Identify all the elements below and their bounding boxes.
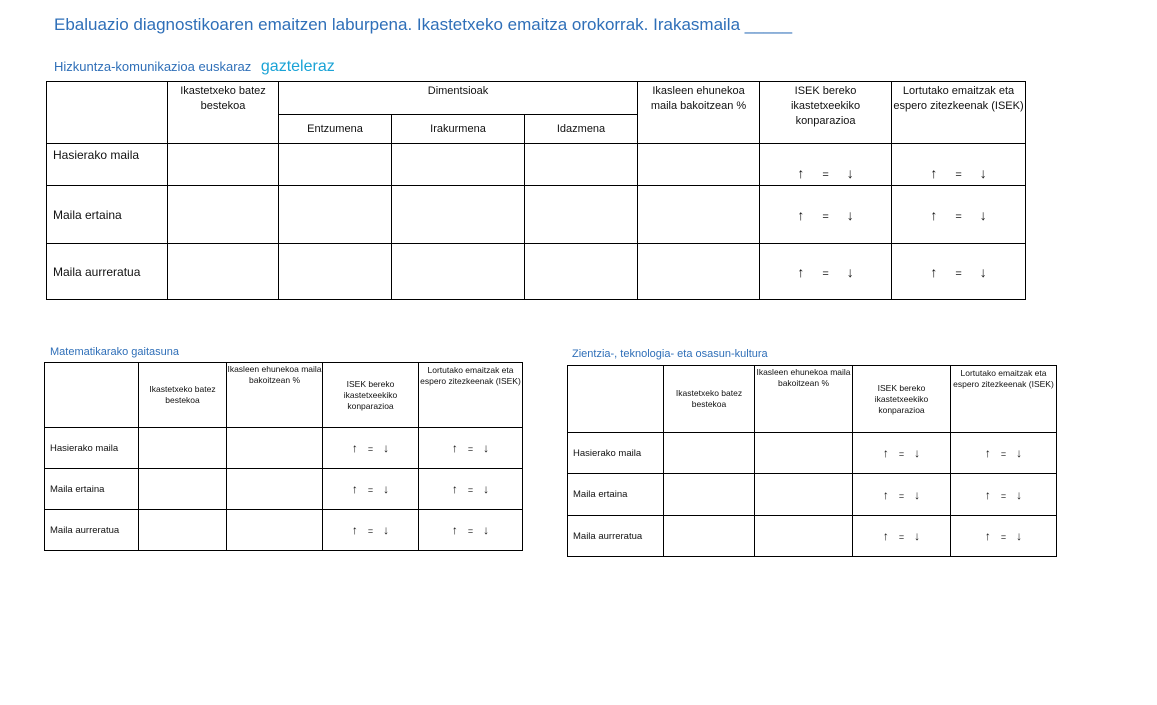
science-row-beginner [568, 433, 1057, 474]
main-section-title-text: Hizkuntza-komunikazioa euskaraz [54, 59, 252, 74]
arrow-down-icon: ↓ [1016, 446, 1023, 460]
arrow-down-icon: ↓ [383, 441, 390, 455]
arrow-down-icon: ↓ [979, 263, 987, 280]
science-row-label: Maila aurreratua [568, 516, 664, 557]
math-cell-percent[interactable] [227, 510, 323, 551]
equal-icon: = [822, 267, 829, 280]
math-row-advanced [45, 510, 523, 551]
arrow-down-icon: ↓ [1016, 529, 1023, 543]
science-row-advanced [568, 516, 1057, 557]
math-cell-isek-compare[interactable] [323, 428, 419, 469]
main-cell-reading[interactable] [392, 244, 525, 300]
science-cell-expected[interactable] [951, 516, 1057, 557]
document-title: Ebaluazio diagnostikoaren emaitzen laburpena. Ikastetxeko emaitza orokorrak. Irakasmaila _____ [54, 15, 793, 34]
science-cell-isek-compare[interactable] [853, 474, 951, 516]
main-header-writing: Idazmena [525, 115, 638, 144]
equal-icon: = [367, 444, 374, 454]
main-cell-school-avg[interactable] [168, 186, 279, 244]
main-cell-listening[interactable] [279, 144, 392, 186]
main-header-reading: Irakurmena [392, 115, 525, 144]
arrow-down-icon: ↓ [846, 206, 854, 223]
equal-icon: = [898, 490, 905, 501]
arrow-down-icon: ↓ [383, 482, 390, 496]
science-header-empty [568, 366, 664, 433]
equal-icon: = [1000, 532, 1007, 542]
math-cell-percent[interactable] [227, 428, 323, 469]
science-cell-percent[interactable] [755, 516, 853, 557]
arrow-up-icon: ↑ [451, 482, 458, 496]
arrow-up-icon: ↑ [930, 263, 938, 280]
math-header-isek-compare: ISEK bereko ikastetxeekiko konparazioa [323, 363, 419, 428]
arrow-down-icon: ↓ [1016, 487, 1023, 502]
arrow-up-icon: ↑ [351, 523, 358, 537]
arrow-up-icon: ↑ [797, 206, 805, 223]
arrow-down-icon: ↓ [483, 523, 490, 537]
math-header-percent: Ikasleen ehunekoa maila bakoitzean % [227, 363, 323, 428]
main-row-intermediate [47, 186, 1026, 244]
equal-icon: = [467, 526, 474, 536]
main-row-beginner [47, 144, 1026, 186]
arrow-down-icon: ↓ [979, 165, 987, 181]
math-header-empty [45, 363, 139, 428]
equal-icon: = [822, 169, 829, 181]
science-cell-expected[interactable] [951, 474, 1057, 516]
math-header-school-avg: Ikastetxeko batez bestekoa [139, 363, 227, 428]
main-cell-expected[interactable] [892, 186, 1026, 244]
main-cell-school-avg[interactable] [168, 244, 279, 300]
equal-icon: = [367, 485, 374, 495]
main-cell-percent[interactable] [638, 186, 760, 244]
main-cell-percent[interactable] [638, 144, 760, 186]
main-cell-listening[interactable] [279, 186, 392, 244]
equal-icon: = [1000, 449, 1007, 459]
math-cell-school-avg[interactable] [139, 428, 227, 469]
equal-icon: = [898, 449, 905, 459]
science-section-title: Zientzia-, teknologia- eta osasun-kultura [572, 348, 768, 360]
main-cell-listening[interactable] [279, 244, 392, 300]
main-cell-isek-compare[interactable] [760, 244, 892, 300]
math-row-label: Maila ertaina [45, 469, 139, 510]
arrow-up-icon: ↑ [882, 529, 889, 543]
arrow-up-icon: ↑ [984, 529, 991, 543]
math-cell-school-avg[interactable] [139, 510, 227, 551]
arrow-down-icon: ↓ [383, 523, 390, 537]
science-results-table [567, 365, 1057, 557]
science-cell-expected[interactable] [951, 433, 1057, 474]
main-cell-reading[interactable] [392, 186, 525, 244]
main-row-label: Hasierako maila [47, 144, 168, 186]
math-cell-expected[interactable] [419, 469, 523, 510]
math-row-label: Hasierako maila [45, 428, 139, 469]
math-cell-percent[interactable] [227, 469, 323, 510]
main-row-advanced [47, 244, 1026, 300]
math-header-row [45, 363, 523, 428]
equal-icon: = [955, 210, 962, 223]
arrow-up-icon: ↑ [930, 206, 938, 223]
science-header-row [568, 366, 1057, 433]
science-header-isek-compare: ISEK bereko ikastetxeekiko konparazioa [853, 366, 951, 433]
math-row-intermediate [45, 469, 523, 510]
arrow-up-icon: ↑ [930, 165, 938, 181]
arrow-up-icon: ↑ [984, 446, 991, 460]
science-cell-school-avg[interactable] [664, 516, 755, 557]
arrow-up-icon: ↑ [882, 446, 889, 460]
arrow-up-icon: ↑ [984, 487, 991, 502]
main-header-empty [47, 82, 168, 144]
main-section-subtitle: gazteleraz [260, 58, 335, 75]
main-cell-isek-compare[interactable] [760, 144, 892, 186]
math-results-table [44, 362, 523, 551]
arrow-up-icon: ↑ [797, 165, 805, 181]
main-cell-writing[interactable] [525, 244, 638, 300]
equal-icon: = [955, 267, 962, 280]
arrow-down-icon: ↓ [483, 441, 490, 455]
main-cell-isek-compare[interactable] [760, 186, 892, 244]
science-row-label: Maila ertaina [568, 474, 664, 516]
arrow-down-icon: ↓ [483, 482, 490, 496]
equal-icon: = [367, 526, 374, 536]
arrow-down-icon: ↓ [914, 487, 921, 502]
main-header-row [47, 82, 1026, 115]
arrow-up-icon: ↑ [451, 523, 458, 537]
science-header-expected: Lortutako emaitzak eta espero zitezkeenak (ISEK) [951, 366, 1057, 433]
math-cell-school-avg[interactable] [139, 469, 227, 510]
equal-icon: = [1000, 490, 1007, 501]
science-cell-percent[interactable] [755, 474, 853, 516]
science-row-intermediate [568, 474, 1057, 516]
math-header-expected: Lortutako emaitzak eta espero zitezkeenak (ISEK) [419, 363, 523, 428]
equal-icon: = [467, 444, 474, 454]
science-cell-percent[interactable] [755, 433, 853, 474]
science-cell-school-avg[interactable] [664, 433, 755, 474]
equal-icon: = [898, 532, 905, 542]
arrow-down-icon: ↓ [914, 529, 921, 543]
math-cell-expected[interactable] [419, 510, 523, 551]
main-header-isek-compare: ISEK bereko ikastetxeekiko konparazioa [760, 82, 892, 144]
math-row-beginner [45, 428, 523, 469]
main-header-listening: Entzumena [279, 115, 392, 144]
main-cell-expected[interactable] [892, 244, 1026, 300]
math-cell-isek-compare[interactable] [323, 510, 419, 551]
main-row-label: Maila ertaina [47, 186, 168, 244]
arrow-down-icon: ↓ [914, 446, 921, 460]
main-header-expected: Lortutako emaitzak eta espero zitezkeenak (ISEK) [892, 82, 1026, 144]
main-results-table [46, 81, 1026, 300]
main-cell-percent[interactable] [638, 244, 760, 300]
equal-icon: = [822, 210, 829, 223]
math-row-label: Maila aurreratua [45, 510, 139, 551]
main-cell-writing[interactable] [525, 186, 638, 244]
main-row-label: Maila aurreratua [47, 244, 168, 300]
arrow-up-icon: ↑ [797, 263, 805, 280]
science-row-label: Hasierako maila [568, 433, 664, 474]
main-cell-reading[interactable] [392, 144, 525, 186]
equal-icon: = [955, 169, 962, 181]
math-section-title: Matematikarako gaitasuna [50, 346, 180, 358]
main-header-percent: Ikasleen ehunekoa maila bakoitzean % [638, 82, 760, 144]
math-cell-expected[interactable] [419, 428, 523, 469]
main-header-school-avg: Ikastetxeko batez bestekoa [168, 82, 279, 144]
arrow-down-icon: ↓ [979, 206, 987, 223]
arrow-up-icon: ↑ [351, 482, 358, 496]
main-section-title [54, 58, 335, 76]
science-header-percent: Ikasleen ehunekoa maila bakoitzean % [755, 366, 853, 433]
science-header-school-avg: Ikastetxeko batez bestekoa [664, 366, 755, 433]
math-cell-isek-compare[interactable] [323, 469, 419, 510]
science-cell-school-avg[interactable] [664, 474, 755, 516]
arrow-up-icon: ↑ [451, 441, 458, 455]
arrow-up-icon: ↑ [882, 487, 889, 502]
arrow-down-icon: ↓ [846, 165, 854, 181]
science-cell-isek-compare[interactable] [853, 433, 951, 474]
main-cell-expected[interactable] [892, 144, 1026, 186]
main-cell-school-avg[interactable] [168, 144, 279, 186]
equal-icon: = [467, 485, 474, 495]
arrow-up-icon: ↑ [351, 441, 358, 455]
main-header-dimensions: Dimentsioak [279, 82, 638, 115]
main-cell-writing[interactable] [525, 144, 638, 186]
science-cell-isek-compare[interactable] [853, 516, 951, 557]
arrow-down-icon: ↓ [846, 263, 854, 280]
